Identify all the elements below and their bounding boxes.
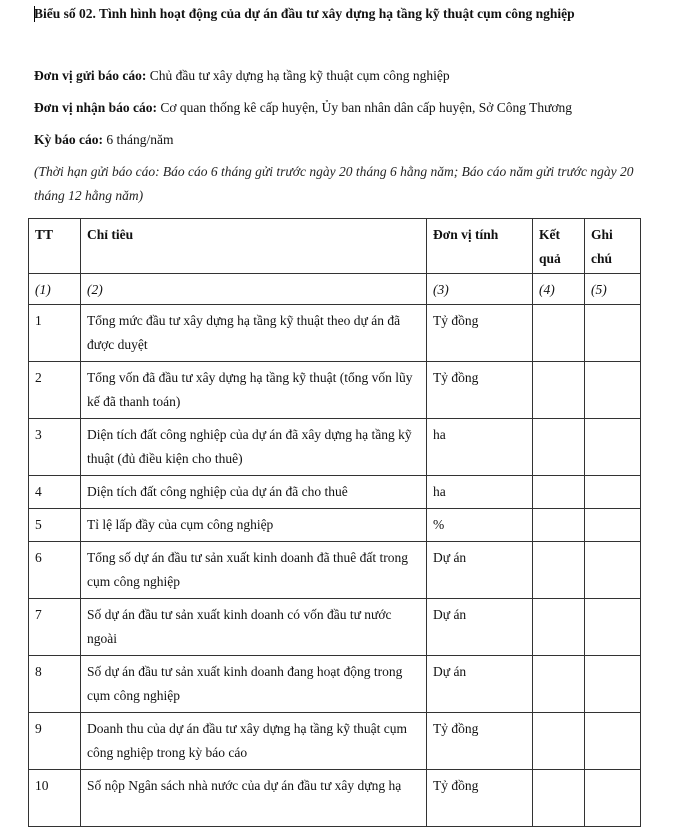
row-number: 7: [29, 599, 81, 656]
row-number: 1: [29, 305, 81, 362]
row-result: [533, 419, 585, 476]
row-result: [533, 713, 585, 770]
document-title: Biểu số 02. Tình hình hoạt động của dự án đầu tư xây dựng hạ tầng kỹ thuật cụm công nghiệp: [34, 6, 575, 21]
index-cell: (2): [81, 274, 427, 305]
table-row: [29, 305, 641, 362]
row-note: [585, 305, 641, 362]
header-note: Ghi chú: [585, 219, 641, 274]
row-note: [585, 476, 641, 509]
row-number: 5: [29, 509, 81, 542]
table-row: [29, 509, 641, 542]
row-number: 10: [29, 770, 81, 827]
row-result: [533, 305, 585, 362]
row-unit: Tỷ đồng: [427, 713, 533, 770]
row-indicator: Tổng vốn đã đầu tư xây dựng hạ tầng kỹ thuật (tổng vốn lũy kế đã thanh toán): [81, 362, 427, 419]
row-result: [533, 542, 585, 599]
row-note: [585, 362, 641, 419]
row-result: [533, 656, 585, 713]
row-note: [585, 509, 641, 542]
row-number: 9: [29, 713, 81, 770]
sender-value: Chủ đầu tư xây dựng hạ tầng kỹ thuật cụm công nghiệp: [149, 68, 450, 83]
table-row: [29, 770, 641, 827]
table-row: [29, 476, 641, 509]
receiver-value: Cơ quan thống kê cấp huyện, Ủy ban nhân dân cấp huyện, Sở Công Thương: [160, 100, 573, 115]
index-cell: (5): [585, 274, 641, 305]
row-indicator: Tổng mức đầu tư xây dựng hạ tầng kỹ thuật theo dự án đã được duyệt: [81, 305, 427, 362]
table-row: [29, 656, 641, 713]
row-note: [585, 713, 641, 770]
row-indicator: Diện tích đất công nghiệp của dự án đã xây dựng hạ tầng kỹ thuật (đủ điều kiện cho thuê): [81, 419, 427, 476]
row-number: 3: [29, 419, 81, 476]
row-result: [533, 476, 585, 509]
index-cell: (3): [427, 274, 533, 305]
row-unit: Tỷ đồng: [427, 770, 533, 827]
index-cell: (1): [29, 274, 81, 305]
row-indicator: Số dự án đầu tư sản xuất kinh doanh đang hoạt động trong cụm công nghiệp: [81, 656, 427, 713]
row-note: [585, 656, 641, 713]
header-result: Kết quả: [533, 219, 585, 274]
index-cell: (4): [533, 274, 585, 305]
row-note: [585, 770, 641, 827]
row-unit: ha: [427, 476, 533, 509]
row-indicator: Số dự án đầu tư sản xuất kinh doanh có vốn đầu tư nước ngoài: [81, 599, 427, 656]
row-indicator: Số nộp Ngân sách nhà nước của dự án đầu tư xây dựng hạ: [81, 770, 427, 827]
table-row: [29, 419, 641, 476]
header-indicator: Chỉ tiêu: [81, 219, 427, 274]
deadline-note: (Thời hạn gửi báo cáo: Báo cáo 6 tháng gửi trước ngày 20 tháng 6 hằng năm; Báo cáo năm gửi trước ngày 20 tháng 12 hằng năm): [34, 164, 634, 203]
row-unit: Dự án: [427, 542, 533, 599]
sender-label: Đơn vị gửi báo cáo:: [34, 68, 147, 83]
row-note: [585, 419, 641, 476]
header-row: [29, 219, 641, 274]
row-result: [533, 770, 585, 827]
table-row: [29, 542, 641, 599]
table-row: [29, 713, 641, 770]
sender-line: [34, 68, 450, 84]
row-unit: Dự án: [427, 656, 533, 713]
receiver-line: [34, 100, 572, 116]
row-indicator: Diện tích đất công nghiệp của dự án đã cho thuê: [81, 476, 427, 509]
row-unit: %: [427, 509, 533, 542]
row-number: 8: [29, 656, 81, 713]
row-indicator: Tỉ lệ lấp đầy của cụm công nghiệp: [81, 509, 427, 542]
row-indicator: Tổng số dự án đầu tư sản xuất kinh doanh đã thuê đất trong cụm công nghiệp: [81, 542, 427, 599]
row-result: [533, 599, 585, 656]
row-note: [585, 542, 641, 599]
table-row: [29, 362, 641, 419]
period-label: Kỳ báo cáo:: [34, 132, 103, 147]
row-result: [533, 509, 585, 542]
period-line: [34, 132, 174, 148]
row-note: [585, 599, 641, 656]
report-table: [28, 218, 641, 827]
index-row: [29, 274, 641, 305]
header-unit: Đơn vị tính: [427, 219, 533, 274]
row-unit: Tỷ đồng: [427, 305, 533, 362]
row-number: 6: [29, 542, 81, 599]
period-value: 6 tháng/năm: [106, 132, 174, 147]
row-unit: Tỷ đồng: [427, 362, 533, 419]
row-unit: ha: [427, 419, 533, 476]
row-result: [533, 362, 585, 419]
table-row: [29, 599, 641, 656]
header-tt: TT: [29, 219, 81, 274]
row-indicator: Doanh thu của dự án đầu tư xây dựng hạ tầng kỹ thuật cụm công nghiệp trong kỳ báo cáo: [81, 713, 427, 770]
row-number: 2: [29, 362, 81, 419]
row-unit: Dự án: [427, 599, 533, 656]
receiver-label: Đơn vị nhận báo cáo:: [34, 100, 158, 115]
row-number: 4: [29, 476, 81, 509]
